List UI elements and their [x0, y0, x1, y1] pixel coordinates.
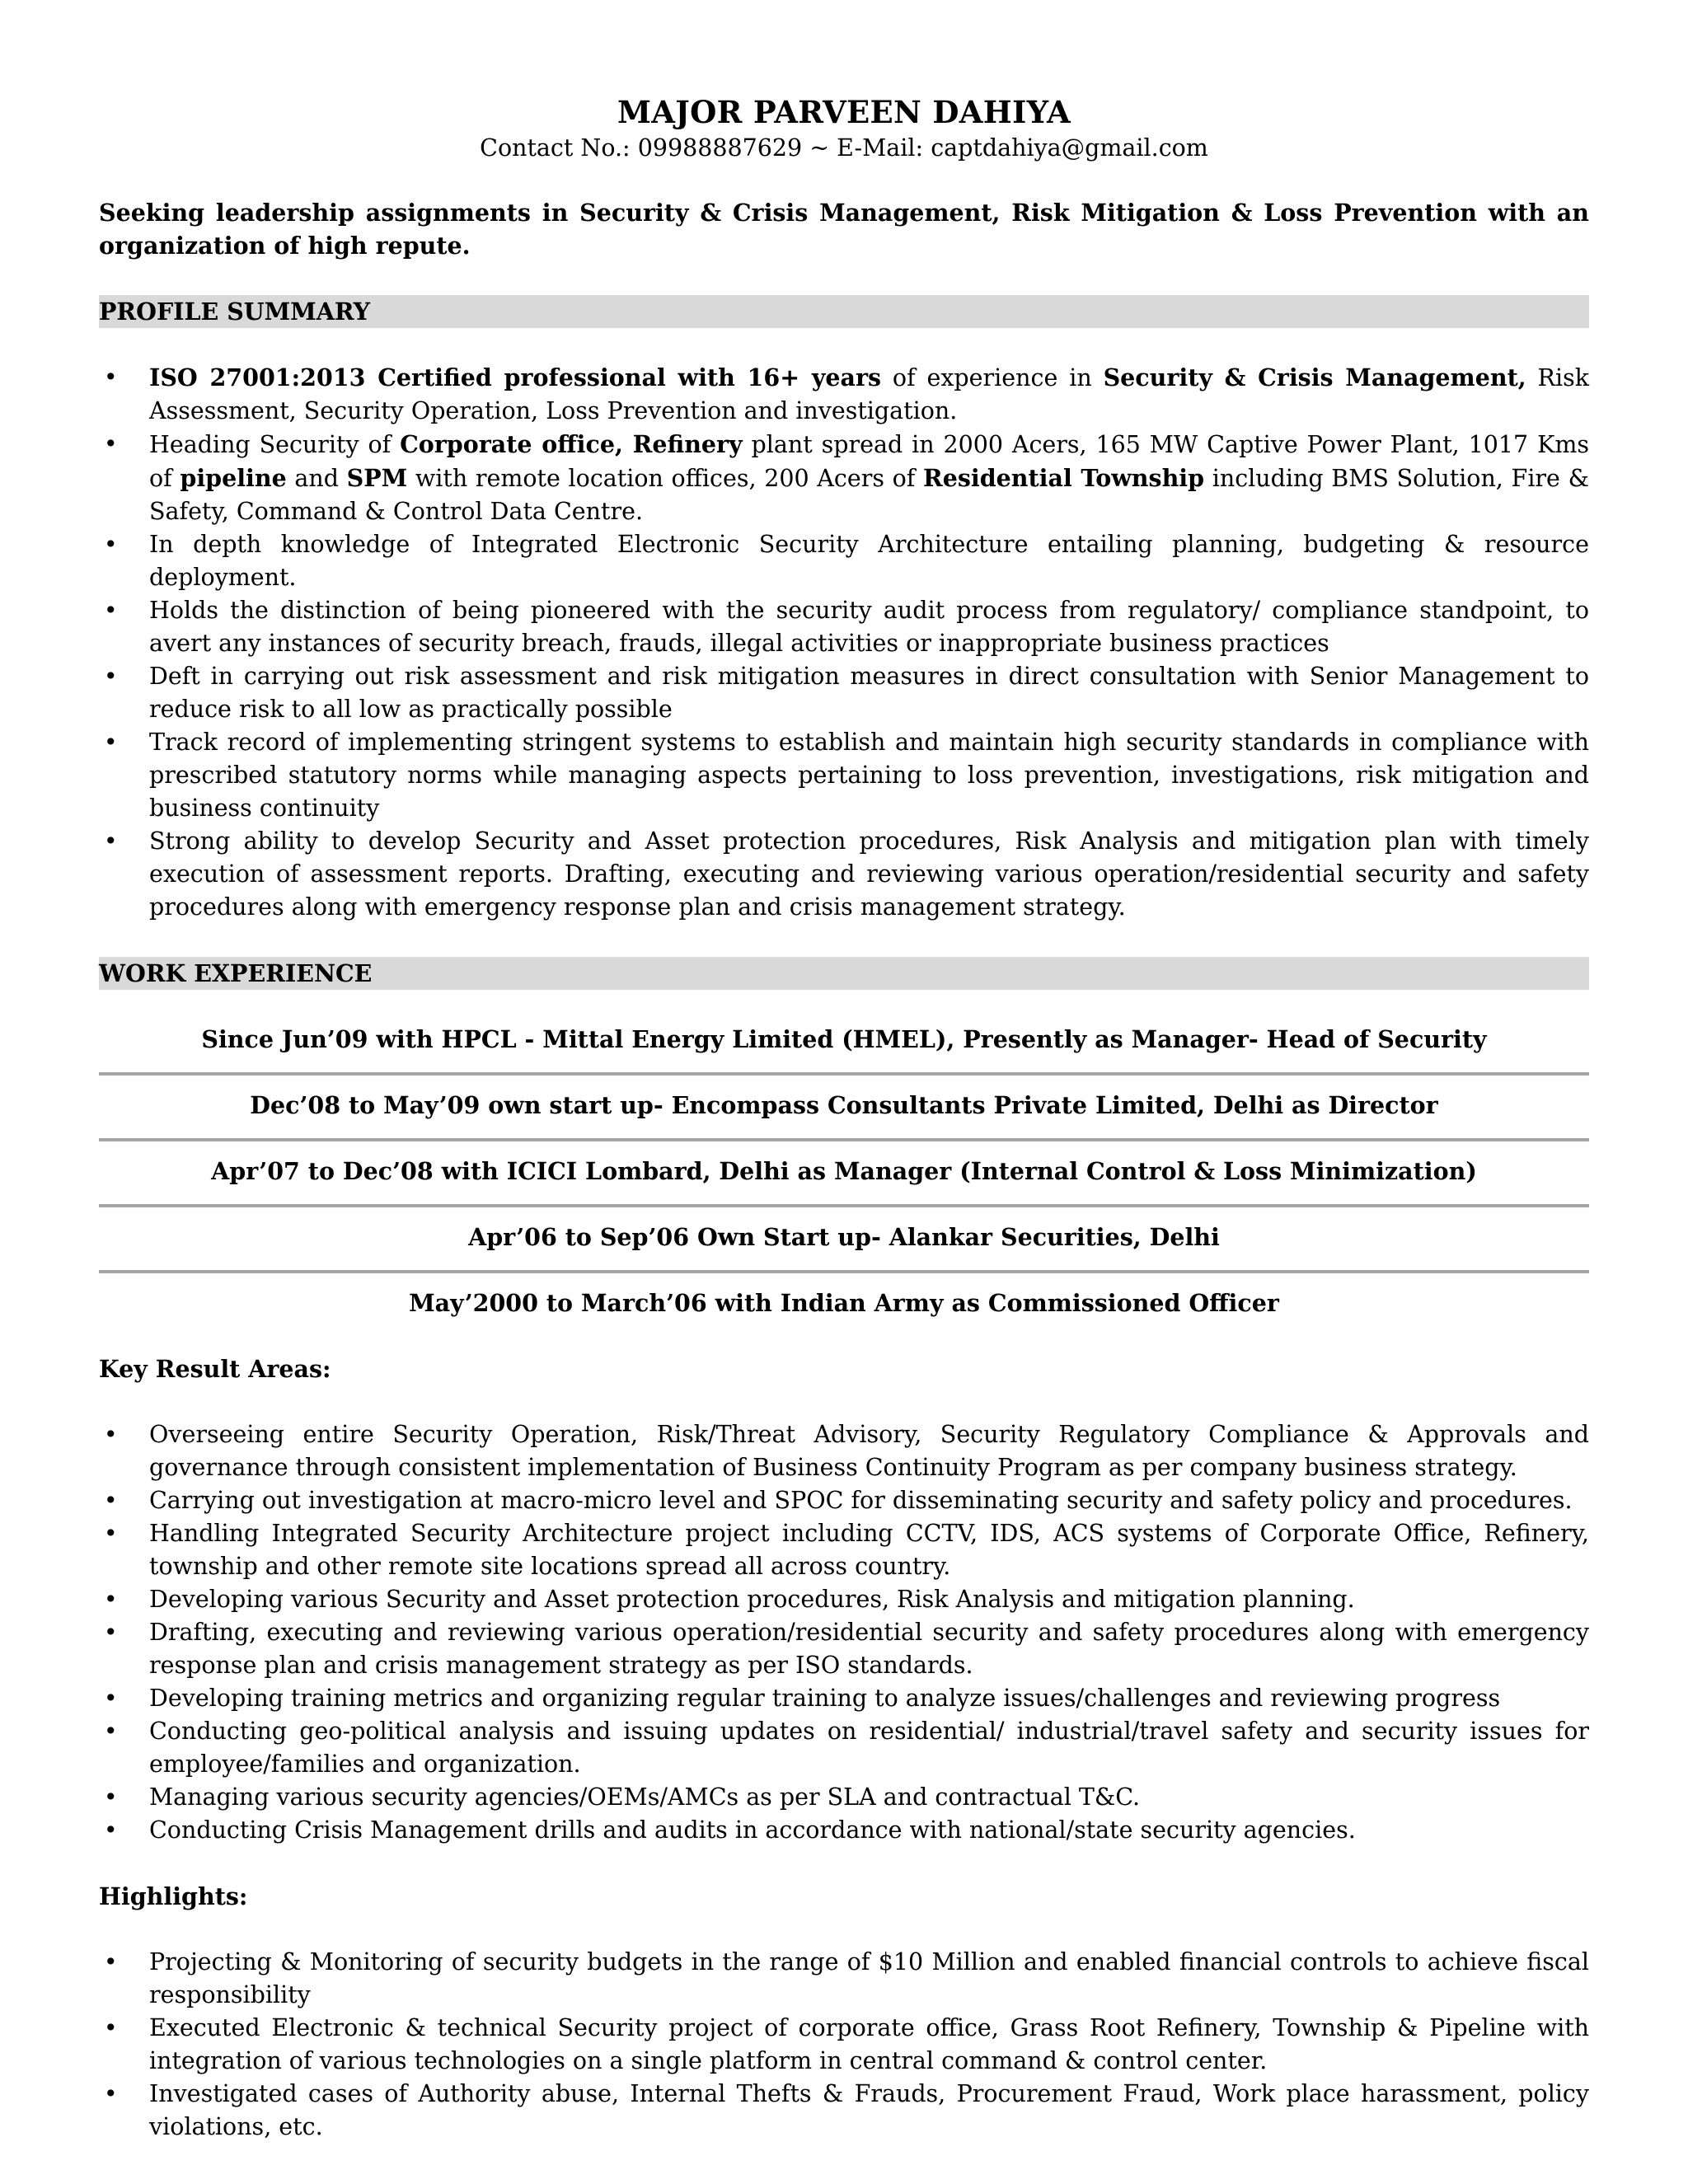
item-text: Strong ability to develop Security and Asset protection procedures, Risk Analysis and mitigation plan with timely execution of assessment reports. Drafting, executing and reviewing various operation/residential security and safety procedures along with emergency response plan and crisis management strategy. [149, 827, 1589, 921]
bullet-icon: • [104, 1586, 118, 1613]
list-item [99, 361, 1589, 428]
item-text: of experience in [881, 364, 1104, 391]
item-text: Conducting geo-political analysis and issuing updates on residential/ industrial/travel safety and security issues for employee/families and organization. [149, 1718, 1589, 1778]
divider [99, 1204, 1589, 1207]
job-entry: Apr’06 to Sep’06 Own Start up- Alankar Securities, Delhi [468, 1223, 1220, 1251]
divider [99, 1138, 1589, 1141]
emphasis-text: pipeline [180, 464, 287, 492]
list-item [99, 2078, 1589, 2144]
item-text: with remote location offices, 200 Acers of [407, 465, 924, 492]
list-item [99, 660, 1589, 726]
list-item [99, 2012, 1589, 2078]
bullet-icon: • [104, 1520, 118, 1547]
profile-summary-list [99, 361, 1589, 924]
item-text: including BMS Solution, Fire & Safety, Command & Control Data Centre. [149, 465, 1589, 525]
bullet-icon: • [104, 663, 118, 690]
bullet-icon: • [104, 1948, 118, 1975]
divider [99, 1270, 1589, 1273]
divider [99, 1072, 1589, 1076]
bullet-icon: • [104, 1619, 118, 1646]
list-item [99, 428, 1589, 528]
contact-line: Contact No.: 09988887629 ~ E-Mail: captdahiya@gmail.com [480, 134, 1208, 162]
job-entry: Apr’07 to Dec’08 with ICICI Lombard, Delhi as Manager (Internal Control & Loss Minimization) [211, 1157, 1477, 1185]
list-item [99, 594, 1589, 660]
bullet-icon: • [104, 597, 118, 624]
bullet-icon: • [104, 1487, 118, 1514]
emphasis-text: SPM [346, 464, 408, 492]
item-text: Deft in carrying out risk assessment and risk mitigation measures in direct consultation with Senior Management to reduce risk to all low as practically possible [149, 663, 1589, 723]
subheading-highlights: Highlights: [99, 1882, 248, 1910]
bullet-icon: • [104, 430, 118, 457]
item-text: Conducting Crisis Management drills and audits in accordance with national/state security agencies. [149, 1816, 1356, 1844]
job-entry: May’2000 to March’06 with Indian Army as Commissioned Officer [409, 1289, 1279, 1317]
item-text: Risk Assessment, Security Operation, Loss Prevention and investigation. [149, 364, 1589, 424]
list-item [99, 1781, 1589, 1814]
item-text: Holds the distinction of being pioneered with the security audit process from regulatory/ compliance standpoint, to avert any instances of security breach, frauds, illegal activities or inappropriate business practices [149, 597, 1589, 657]
bullet-icon: • [104, 1718, 118, 1745]
item-text: and [286, 465, 347, 492]
bullet-icon: • [104, 729, 118, 756]
list-item [99, 1418, 1589, 1484]
item-text: Heading Security of [149, 431, 401, 458]
list-item [99, 825, 1589, 924]
subheading-key-result-areas: Key Result Areas: [99, 1355, 331, 1383]
list-item [99, 1715, 1589, 1781]
career-objective: Seeking leadership assignments in Security & Crisis Management, Risk Mitigation & Loss Prevention with an organization of high repute. [99, 199, 1589, 260]
bullet-icon: • [104, 531, 118, 558]
section-header-work-experience: WORK EXPERIENCE [99, 957, 1589, 990]
item-text: Managing various security agencies/OEMs/AMCs as per SLA and contractual T&C. [149, 1783, 1141, 1811]
list-item [99, 1484, 1589, 1517]
bullet-icon: • [104, 2014, 118, 2041]
resume-page [99, 92, 1589, 2144]
list-item [99, 1616, 1589, 1682]
item-text: Handling Integrated Security Architecture project including CCTV, IDS, ACS systems of Corporate Office, Refinery, township and other remote site locations spread all across country. [149, 1520, 1589, 1580]
list-item [99, 1517, 1589, 1583]
job-entry: Since Jun’09 with HPCL - Mittal Energy Limited (HMEL), Presently as Manager- Head of Security [201, 1025, 1487, 1053]
item-text: Projecting & Monitoring of security budgets in the range of $10 Million and enabled financial controls to achieve fiscal responsibility [149, 1948, 1589, 2008]
item-text: plant spread in 2000 Acers, 165 MW Captive Power Plant, 1017 Kms of [149, 431, 1590, 492]
bullet-icon: • [104, 1685, 118, 1712]
bullet-icon: • [104, 2080, 118, 2107]
highlights-list [99, 1946, 1589, 2144]
item-text: Developing training metrics and organizing regular training to analyze issues/challenges and reviewing progress [149, 1685, 1501, 1712]
emphasis-text: Security & Crisis Management, [1103, 363, 1526, 391]
item-text: In depth knowledge of Integrated Electronic Security Architecture entailing planning, budgeting & resource deployment. [149, 531, 1589, 591]
list-item [99, 1946, 1589, 2012]
job-history [99, 1023, 1589, 1319]
list-item [99, 1583, 1589, 1616]
bullet-icon: • [104, 363, 118, 391]
bullet-icon: • [104, 1421, 118, 1448]
item-text: Developing various Security and Asset protection procedures, Risk Analysis and mitigation planning. [149, 1586, 1355, 1613]
bullet-icon: • [104, 827, 118, 855]
candidate-name: MAJOR PARVEEN DAHIYA [617, 94, 1071, 130]
item-text: Investigated cases of Authority abuse, Internal Thefts & Frauds, Procurement Fraud, Work place harassment, policy violations, etc. [149, 2080, 1589, 2140]
job-entry: Dec’08 to May’09 own start up- Encompass Consultants Private Limited, Delhi as Director [250, 1091, 1438, 1119]
section-header-profile-summary: PROFILE SUMMARY [99, 295, 1589, 328]
emphasis-text: Residential Township [923, 464, 1205, 492]
item-text: Drafting, executing and reviewing various operation/residential security and safety procedures along with emergency response plan and crisis management strategy as per ISO standards. [149, 1619, 1589, 1679]
list-item [99, 726, 1589, 825]
bullet-icon: • [104, 1816, 118, 1844]
item-text: Executed Electronic & technical Security project of corporate office, Grass Root Refinery, Township & Pipeline with integration of various technologies on a single platform in central command & control center. [149, 2014, 1589, 2074]
emphasis-text: Corporate office, Refinery [400, 430, 743, 458]
emphasis-text: ISO 27001:2013 Certified professional with 16+ years [149, 363, 882, 391]
item-text: Carrying out investigation at macro-micro level and SPOC for disseminating security and safety policy and procedures. [149, 1487, 1573, 1514]
list-item [99, 528, 1589, 594]
key-result-areas-list [99, 1418, 1589, 1847]
item-text: Track record of implementing stringent systems to establish and maintain high security standards in compliance with prescribed statutory norms while managing aspects pertaining to loss prevention, investigations, risk mitigation and business continuity [149, 729, 1589, 822]
list-item [99, 1814, 1589, 1847]
list-item [99, 1682, 1589, 1715]
bullet-icon: • [104, 1783, 118, 1811]
item-text: Overseeing entire Security Operation, Risk/Threat Advisory, Security Regulatory Compliance & Approvals and governance through consistent implementation of Business Continuity Program as per company business strategy. [149, 1421, 1589, 1481]
